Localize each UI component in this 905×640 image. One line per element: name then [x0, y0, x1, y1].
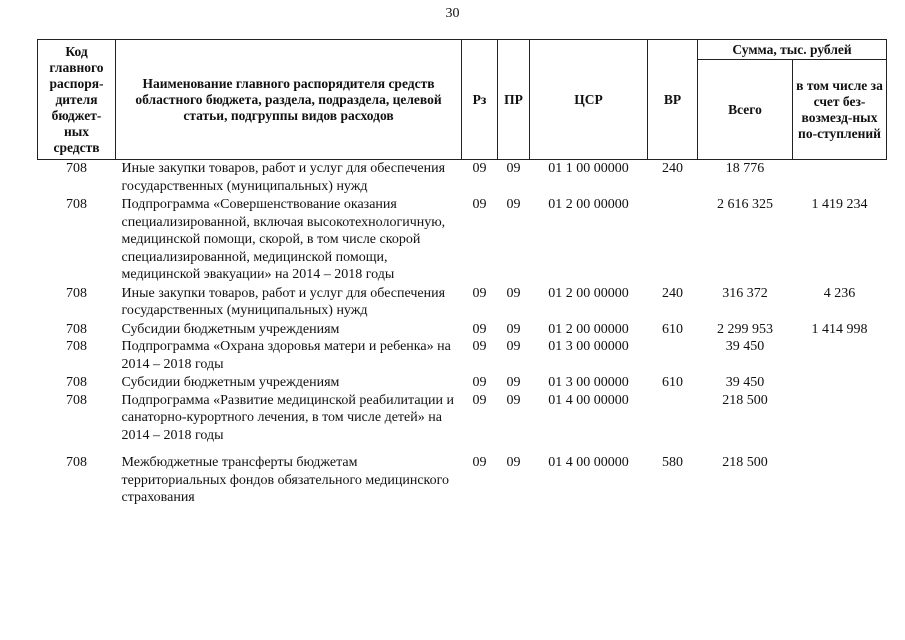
row-code: 708: [66, 285, 87, 301]
header-rz: Рз: [462, 40, 498, 160]
row-rz: 09: [472, 321, 487, 337]
row-pr: 09: [506, 375, 521, 390]
row-code: 708: [66, 321, 87, 337]
row-name: Субсидии бюджетным учреждениям: [121, 375, 340, 390]
page-number: 30: [445, 6, 460, 21]
row-name: Подпрограмма «Охрана здоровья матери и ребенка» на 2014 – 2018 годы: [121, 339, 451, 372]
table-row: [38, 321, 887, 339]
row-pr: 09: [506, 339, 521, 354]
row-name: Подпрограмма «Развитие медицинской реабилитации и санаторно-курортного лечения, в том числе детей» на 2014 – 2018 годы: [121, 392, 455, 443]
row-pr: 09: [506, 197, 521, 212]
row-name: Межбюджетные трансферты бюджетам территориальных фондов обязательного медицинского страхования: [121, 455, 450, 505]
table-row: [38, 454, 887, 507]
row-grants: [793, 392, 887, 455]
header-total: Всего: [698, 60, 793, 160]
row-pr: 09: [506, 161, 521, 176]
row-total: 218 500: [722, 455, 768, 470]
row-csr: 01 2 00 00000: [548, 321, 629, 337]
row-csr: 01 4 00 00000: [548, 455, 629, 470]
row-rz: 09: [472, 392, 487, 408]
row-total: 218 500: [722, 392, 768, 408]
row-rz: 09: [472, 455, 487, 470]
row-vr: 610: [662, 321, 683, 337]
row-code: 708: [66, 375, 87, 390]
budget-table: [37, 39, 887, 507]
row-name: Иные закупки товаров, работ и услуг для обеспечения государственных (муниципальных) нужд: [121, 285, 446, 318]
row-csr: 01 4 00 00000: [548, 392, 629, 408]
row-total: 2 616 325: [717, 197, 773, 212]
table-row: [38, 285, 887, 321]
row-rz: 09: [472, 285, 487, 301]
row-csr: 01 3 00 00000: [548, 339, 629, 354]
row-rz: 09: [472, 339, 487, 354]
row-pr: 09: [506, 285, 521, 301]
table-row: [38, 374, 887, 392]
row-total: 39 450: [725, 339, 765, 354]
row-rz: 09: [472, 375, 487, 390]
row-pr: 09: [506, 392, 521, 408]
row-vr: 240: [662, 285, 683, 301]
row-total: 18 776: [725, 161, 765, 176]
row-name: Иные закупки товаров, работ и услуг для обеспечения государственных (муниципальных) нужд: [121, 161, 446, 194]
header-pr: ПР: [498, 40, 530, 160]
row-rz: 09: [472, 161, 487, 176]
row-vr: [648, 196, 698, 285]
row-vr: [648, 338, 698, 374]
row-csr: 01 3 00 00000: [548, 375, 629, 390]
row-grants: 1 419 234: [811, 197, 868, 212]
row-vr: 580: [662, 455, 683, 470]
row-vr: [648, 392, 698, 455]
table-row: [38, 160, 887, 197]
row-grants: [793, 338, 887, 374]
row-total: 39 450: [725, 375, 765, 390]
row-rz: 09: [472, 197, 487, 212]
header-csr: ЦСР: [530, 40, 648, 160]
row-total: 316 372: [722, 285, 768, 301]
row-grants: [793, 160, 887, 197]
row-code: 708: [66, 392, 87, 408]
table-row: [38, 392, 887, 455]
header-name: Наименование главного распорядителя средств областного бюджета, раздела, подраздела, целевой статьи, подгруппы видов расходов: [116, 40, 462, 160]
row-code: 708: [66, 339, 87, 354]
table-row: [38, 196, 887, 285]
row-code: 708: [66, 197, 87, 212]
row-total: 2 299 953: [717, 321, 773, 337]
row-csr: 01 2 00 00000: [548, 197, 629, 212]
row-grants: 4 236: [823, 285, 856, 301]
header-vr: ВР: [648, 40, 698, 160]
row-grants: [793, 374, 887, 392]
table-body: [38, 160, 887, 507]
row-name: Подпрограмма «Совершенствование оказания специализированной, включая высокотехнологичную, медицинской помощи, скорой, в том числе скорой специализированной, медицинской помощи, медицинской эвакуации» на 2014 – 2018 годы: [121, 197, 446, 282]
row-name: Субсидии бюджетным учреждениям: [121, 321, 340, 337]
row-vr: 610: [662, 375, 683, 390]
row-grants: [793, 454, 887, 507]
header-code: Код главного распоря-дителя бюджет-ных средств: [38, 40, 116, 160]
row-code: 708: [66, 455, 87, 470]
row-csr: 01 1 00 00000: [548, 161, 629, 176]
row-vr: 240: [662, 161, 683, 176]
row-pr: 09: [506, 455, 521, 470]
row-code: 708: [66, 161, 87, 176]
header-grants: в том числе за счет без-возмезд-ных по-ступлений: [793, 60, 887, 160]
row-pr: 09: [506, 321, 521, 337]
table-row: [38, 338, 887, 374]
header-sum: Сумма, тыс. рублей: [698, 40, 887, 60]
row-csr: 01 2 00 00000: [548, 285, 629, 301]
row-grants: 1 414 998: [811, 321, 868, 337]
